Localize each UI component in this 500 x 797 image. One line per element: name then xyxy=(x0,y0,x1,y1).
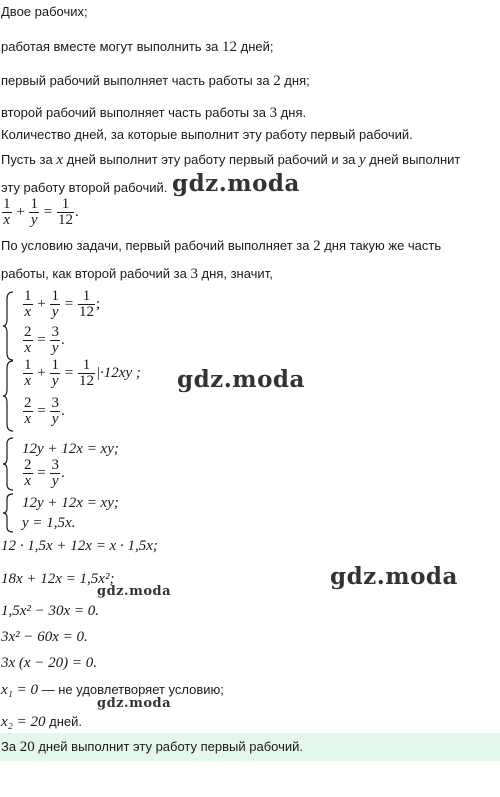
system-brace-2 xyxy=(2,360,16,432)
system4-eq1: 12y + 12x = xy; xyxy=(22,495,119,511)
system2-eq1: $\frac{1}{x}$ + $\frac{1}{y}$ = $\frac{1}{12}$ |·12xy ; xyxy=(24,357,141,389)
system1-eq2: $\frac{2}{x}$ = $\frac{3}{y}$ . xyxy=(24,324,65,356)
step-1: 12 · 1,5x + 12x = x · 1,5x; xyxy=(1,538,158,554)
watermark: gdz.moda xyxy=(330,563,458,590)
text-line-2: работая вместе могут выполнить за 12 дней; xyxy=(1,39,274,55)
answer-text: За 20 дней выполнит эту работу первый рабочий. xyxy=(1,739,304,755)
watermark: gdz.moda xyxy=(177,366,305,393)
step-3: 1,5x² − 30x = 0. xyxy=(1,603,100,619)
watermark: gdz.moda xyxy=(172,170,300,197)
system-brace-1 xyxy=(2,291,16,361)
step-7: x₂ = 20 дней. xyxy=(1,714,82,730)
equation-main: $\frac{1}{x}$ + $\frac{1}{y}$ = $\frac{1}{12}$ . xyxy=(3,196,79,228)
text-line-5: Количество дней, за которые выполнит эту работу первый рабочий. xyxy=(1,127,413,142)
system3-eq2: $\frac{2}{x}$ = $\frac{3}{y}$ . xyxy=(24,457,65,489)
step-4: 3x² − 60x = 0. xyxy=(1,629,88,645)
text-line-9: По условию задачи, первый рабочий выполняет за 2 дня такую же часть xyxy=(1,238,442,254)
text-line-10: работы, как второй рабочий за 3 дня, значит, xyxy=(1,266,273,282)
system1-eq1: $\frac{1}{x}$ + $\frac{1}{y}$ = $\frac{1}{12}$ ; xyxy=(24,288,101,320)
answer-box xyxy=(0,733,500,761)
system-brace-4 xyxy=(2,493,16,533)
system-brace-3 xyxy=(2,437,16,491)
step-2: 18x + 12x = 1,5x²; xyxy=(1,571,115,587)
text-line-6: Пусть за x дней выполнит эту работу первый рабочий и за y дней выполнит xyxy=(1,152,461,168)
text-line-7: эту работу второй рабочий. xyxy=(1,180,168,195)
step-5: 3x (x − 20) = 0. xyxy=(1,655,98,671)
system4-eq2: y = 1,5x. xyxy=(22,515,76,531)
watermark: gdz.moda xyxy=(97,584,172,599)
text-line-1: Двое рабочих; xyxy=(1,4,88,19)
text-line-4: второй рабочий выполняет часть работы за 3 дня. xyxy=(1,105,307,121)
step-6: x₁ = 0 — не удовлетворяет условию; xyxy=(1,682,224,698)
watermark: gdz.moda xyxy=(97,696,172,711)
system3-eq1: 12y + 12x = xy; xyxy=(22,441,119,457)
system2-eq2: $\frac{2}{x}$ = $\frac{3}{y}$ . xyxy=(24,395,65,427)
text-line-3: первый рабочий выполняет часть работы за 2 дня; xyxy=(1,73,310,89)
